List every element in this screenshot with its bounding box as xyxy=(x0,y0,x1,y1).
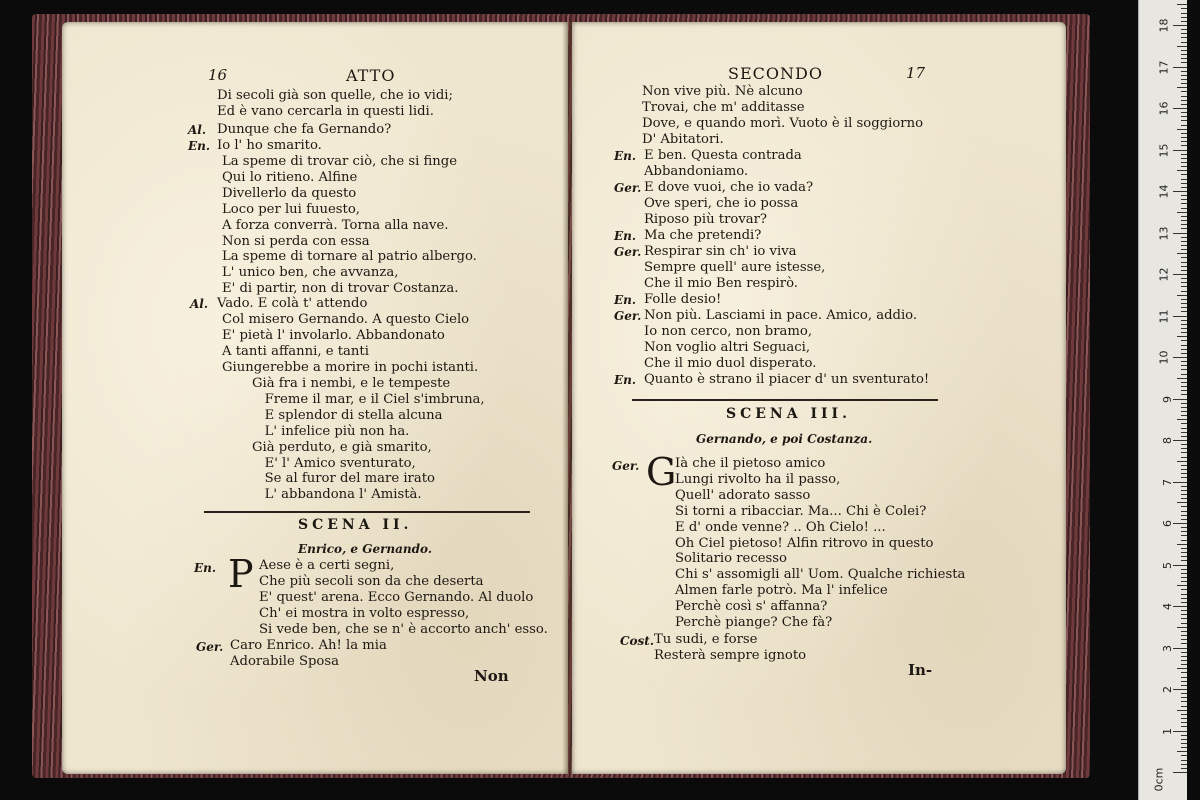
ruler-tick xyxy=(1181,556,1187,557)
ruler-tick xyxy=(1173,108,1187,109)
ruler-tick xyxy=(1177,295,1187,296)
verse-block: Respirar sin ch' io viva Sempre quell' aure istesse, Che il mio Ben respirò. xyxy=(644,244,826,291)
ruler-tick xyxy=(1173,731,1187,732)
ruler-tick xyxy=(1181,677,1187,678)
drop-cap: P xyxy=(228,552,254,596)
ruler-tick xyxy=(1181,693,1187,694)
ruler-tick xyxy=(1181,469,1187,470)
speaker-label: Ger. xyxy=(612,459,640,473)
speaker-label: Ger. xyxy=(614,181,642,195)
ruler-tick xyxy=(1181,519,1187,520)
ruler-tick xyxy=(1181,353,1187,354)
ruler-tick xyxy=(1181,411,1187,412)
ruler-tick xyxy=(1181,228,1187,229)
ruler-tick xyxy=(1181,8,1187,9)
divider-rule xyxy=(204,511,530,513)
ruler-tick xyxy=(1181,535,1187,536)
ruler-tick xyxy=(1181,216,1187,217)
ruler-tick xyxy=(1181,21,1187,22)
ruler-tick xyxy=(1181,768,1187,769)
ruler-tick xyxy=(1181,96,1187,97)
verse-block: Di secoli già son quelle, che io vidi; Ed è vano cercarla in questi lidi. xyxy=(217,88,453,119)
verse-block: E ben. Questa contrada Abbandoniamo. xyxy=(644,148,802,179)
ruler-tick xyxy=(1181,589,1187,590)
ruler-tick xyxy=(1177,710,1187,711)
ruler-tick xyxy=(1181,340,1187,341)
ruler-tick xyxy=(1181,158,1187,159)
verse-line: Vado. E colà t' attendo xyxy=(217,296,368,311)
ruler-tick xyxy=(1181,328,1187,329)
ruler-tick xyxy=(1181,643,1187,644)
ruler-tick xyxy=(1181,282,1187,283)
ruler-tick xyxy=(1181,166,1187,167)
verse-block: Non più. Lasciami in pace. Amico, addio. Io non cerco, non bramo, Non voglio altri Seguaci, Che il mio duol disperato. xyxy=(644,308,918,371)
ruler-tick xyxy=(1173,67,1187,68)
ruler-number: 6 xyxy=(1161,520,1174,527)
ruler-tick xyxy=(1181,33,1187,34)
ruler-tick xyxy=(1181,299,1187,300)
ruler-number: 9 xyxy=(1161,395,1174,403)
ruler-tick xyxy=(1181,614,1187,615)
ruler-tick xyxy=(1181,639,1187,640)
ruler-tick xyxy=(1181,444,1187,445)
ruler-tick xyxy=(1173,606,1187,607)
ruler-number: 15 xyxy=(1157,143,1171,157)
ruler-tick xyxy=(1181,75,1187,76)
ruler-tick xyxy=(1181,515,1187,516)
ruler-tick xyxy=(1181,17,1187,18)
ruler-number: 1 xyxy=(1161,727,1174,735)
speaker-label: En. xyxy=(614,293,637,307)
ruler-tick xyxy=(1177,627,1187,628)
ruler-tick xyxy=(1181,569,1187,570)
ruler-tick xyxy=(1181,415,1187,416)
ruler-tick xyxy=(1181,386,1187,387)
ruler-tick xyxy=(1177,87,1187,88)
ruler-tick xyxy=(1181,266,1187,267)
ruler-tick xyxy=(1181,112,1187,113)
speaker-label: Cost. xyxy=(620,634,655,648)
ruler-tick xyxy=(1181,257,1187,258)
ruler-tick xyxy=(1181,432,1187,433)
verse-block: Non vive più. Nè alcuno Trovai, che m' additasse Dove, e quando morì. Vuoto è il soggiorno D' Abitatori. xyxy=(642,84,924,147)
ruler-tick xyxy=(1181,137,1187,138)
ruler-tick xyxy=(1173,565,1187,566)
scene-characters: Enrico, e Gernando. xyxy=(298,542,433,556)
speaker-label: Al. xyxy=(188,123,207,137)
ruler-tick xyxy=(1181,494,1187,495)
ruler-tick xyxy=(1181,610,1187,611)
ruler-tick xyxy=(1181,382,1187,383)
page-number-left: 16 xyxy=(208,66,228,84)
ruler-tick xyxy=(1173,482,1187,483)
ruler-number: 7 xyxy=(1161,478,1174,486)
ruler-tick xyxy=(1181,652,1187,653)
ruler-tick xyxy=(1181,58,1187,59)
ruler-tick xyxy=(1181,664,1187,665)
ruler-number: 8 xyxy=(1161,437,1174,444)
ruler-tick xyxy=(1181,245,1187,246)
ruler-number: 10 xyxy=(1157,350,1171,365)
ruler-tick xyxy=(1181,548,1187,549)
ruler-tick xyxy=(1181,407,1187,408)
speaker-label: En. xyxy=(194,561,217,575)
ruler-tick xyxy=(1181,718,1187,719)
ruler-tick xyxy=(1181,697,1187,698)
ruler-number: 12 xyxy=(1157,267,1171,282)
ruler-tick xyxy=(1181,79,1187,80)
ruler-tick xyxy=(1173,191,1187,192)
drop-cap: G xyxy=(646,450,677,494)
ruler-tick xyxy=(1181,423,1187,424)
ruler-tick xyxy=(1181,278,1187,279)
ruler-tick xyxy=(1181,262,1187,263)
ruler-tick xyxy=(1177,129,1187,130)
ruler-tick xyxy=(1181,390,1187,391)
verse-block: Caro Enrico. Ah! la mia Adorabile Sposa xyxy=(230,638,387,669)
ruler-tick xyxy=(1181,303,1187,304)
speaker-label: Ger. xyxy=(196,640,224,654)
ruler-tick xyxy=(1181,162,1187,163)
speaker-label: Ger. xyxy=(614,309,642,323)
measurement-ruler xyxy=(1138,0,1187,800)
ruler-tick xyxy=(1181,307,1187,308)
verse-block: Ià che il pietoso amico Lungi rivolto ha il passo, Quell' adorato sasso Si torni a ribacciar. Ma... Chi è Colei? E d' onde venne? .. Oh Cielo! ... Oh Ciel pietoso! Alfin ritrovo in questo Solitario recesso Chi s' assomigli all' Uom. Qualche richiesta Almen farle potrò. Ma l' infelice Perchè così s' affanna? Perchè piange? Che fà? xyxy=(675,456,966,631)
ruler-tick xyxy=(1173,274,1187,275)
ruler-number: 16 xyxy=(1157,101,1171,116)
ruler-tick xyxy=(1181,249,1187,250)
scene-characters: Gernando, e poi Costanza. xyxy=(696,432,873,446)
ruler-tick xyxy=(1181,62,1187,63)
ruler-tick xyxy=(1181,457,1187,458)
ruler-tick xyxy=(1181,465,1187,466)
verse-block: Aese è a certi segni, Che più secoli son da che deserta E' quest' arena. Ecco Gernando. Al duolo Ch' ei mostra in volto espresso, Si vede ben, che se n' è accorto anch' esso. xyxy=(259,558,548,637)
ruler-tick xyxy=(1181,527,1187,528)
ruler-number: 17 xyxy=(1157,60,1171,74)
ruler-tick xyxy=(1181,37,1187,38)
verse-line: Quanto è strano il piacer d' un sventurato! xyxy=(644,372,930,387)
ruler-tick xyxy=(1181,477,1187,478)
ruler-tick xyxy=(1181,332,1187,333)
ruler-tick xyxy=(1173,399,1187,400)
right-page xyxy=(572,22,1066,774)
ruler-tick xyxy=(1181,747,1187,748)
ruler-tick xyxy=(1181,154,1187,155)
ruler-number: 13 xyxy=(1157,226,1171,240)
ruler-tick xyxy=(1177,668,1187,669)
ruler-tick xyxy=(1177,585,1187,586)
ruler-tick xyxy=(1177,336,1187,337)
ruler-tick xyxy=(1181,486,1187,487)
ruler-tick xyxy=(1181,540,1187,541)
ruler-tick xyxy=(1181,656,1187,657)
catchword: In- xyxy=(908,661,933,679)
ruler-tick xyxy=(1181,490,1187,491)
ruler-tick xyxy=(1173,233,1187,234)
ruler-tick xyxy=(1173,357,1187,358)
ruler-tick xyxy=(1181,208,1187,209)
ruler-tick xyxy=(1173,440,1187,441)
ruler-tick xyxy=(1173,772,1187,773)
ruler-tick xyxy=(1181,714,1187,715)
ruler-tick xyxy=(1181,623,1187,624)
verse-block: E dove vuoi, che io vada? Ove speri, che io possa Riposo più trovar? xyxy=(644,180,814,227)
ruler-tick xyxy=(1181,660,1187,661)
speaker-label: En. xyxy=(188,139,211,153)
ruler-tick xyxy=(1181,54,1187,55)
ruler-tick xyxy=(1181,116,1187,117)
ruler-number: 11 xyxy=(1157,309,1171,323)
ruler-tick xyxy=(1181,270,1187,271)
ruler-number: 18 xyxy=(1157,18,1171,33)
speaker-label: Al. xyxy=(190,297,209,311)
ruler-tick xyxy=(1181,324,1187,325)
ruler-tick xyxy=(1181,13,1187,14)
ruler-tick xyxy=(1181,133,1187,134)
ruler-tick xyxy=(1177,751,1187,752)
ruler-number: 3 xyxy=(1161,644,1174,652)
ruler-tick xyxy=(1181,241,1187,242)
ruler-tick xyxy=(1181,349,1187,350)
running-header-right: SECONDO xyxy=(728,64,823,83)
ruler-number: 14 xyxy=(1157,184,1171,199)
ruler-tick xyxy=(1181,581,1187,582)
scene-heading: SCENA III. xyxy=(726,406,851,422)
catchword: Non xyxy=(474,667,509,685)
speaker-label: En. xyxy=(614,229,637,243)
ruler-tick xyxy=(1181,361,1187,362)
ruler-tick xyxy=(1181,573,1187,574)
ruler-tick xyxy=(1181,755,1187,756)
ruler-tick xyxy=(1181,174,1187,175)
ruler-tick xyxy=(1181,473,1187,474)
ruler-tick xyxy=(1181,291,1187,292)
ruler-tick xyxy=(1181,224,1187,225)
ruler-tick xyxy=(1181,286,1187,287)
speaker-label: En. xyxy=(614,373,637,387)
speaker-label: Ger. xyxy=(614,245,642,259)
ruler-tick xyxy=(1177,46,1187,47)
ruler-tick xyxy=(1181,365,1187,366)
ruler-tick xyxy=(1177,419,1187,420)
divider-rule xyxy=(632,399,938,401)
ruler-tick xyxy=(1181,577,1187,578)
ruler-tick xyxy=(1181,452,1187,453)
ruler-tick xyxy=(1177,378,1187,379)
ruler-tick xyxy=(1181,125,1187,126)
ruler-tick xyxy=(1181,141,1187,142)
ruler-number: 4 xyxy=(1161,603,1174,610)
ruler-tick xyxy=(1181,685,1187,686)
ruler-tick xyxy=(1173,523,1187,524)
ruler-tick xyxy=(1177,212,1187,213)
ruler-tick xyxy=(1181,735,1187,736)
verse-line: Io l' ho smarito. xyxy=(217,138,322,153)
ruler-tick xyxy=(1177,461,1187,462)
aria-block: Già fra i nembi, e le tempeste Freme il mar, e il Ciel s'imbruna, E splendor di stella alcuna L' infelice più non ha. Già perduto, e già smarito, E' l' Amico sventurato, Se al furor del mare irato L' abbandona l' Amistà. xyxy=(252,376,485,503)
verse-block: Tu sudi, e forse Resterà sempre ignoto xyxy=(654,632,807,663)
ruler-tick xyxy=(1181,145,1187,146)
ruler-tick xyxy=(1181,220,1187,221)
ruler-tick xyxy=(1181,618,1187,619)
ruler-tick xyxy=(1181,29,1187,30)
verse-line: Folle desio! xyxy=(644,292,722,307)
ruler-tick xyxy=(1181,428,1187,429)
ruler-tick xyxy=(1173,25,1187,26)
verse-line: Dunque che fa Gernando? xyxy=(217,122,392,137)
ruler-tick xyxy=(1181,199,1187,200)
ruler-tick xyxy=(1181,187,1187,188)
ruler-tick xyxy=(1177,544,1187,545)
ruler-tick xyxy=(1181,345,1187,346)
ruler-tick xyxy=(1181,179,1187,180)
ruler-tick xyxy=(1181,631,1187,632)
verse-block: La speme di trovar ciò, che si finge Qui lo ritieno. Alfine Divellerlo da questo Loco per lui fuuesto, A forza converrà. Torna alla nave. Non si perda con essa La speme di tornare al patrio albergo. L' unico ben, che avvanza, E' di partir, non di trovar Costanza. xyxy=(222,154,477,297)
ruler-tick xyxy=(1181,743,1187,744)
ruler-tick xyxy=(1181,726,1187,727)
ruler-tick xyxy=(1181,672,1187,673)
ruler-tick xyxy=(1181,83,1187,84)
ruler-tick xyxy=(1181,71,1187,72)
ruler-tick xyxy=(1181,50,1187,51)
ruler-tick xyxy=(1181,42,1187,43)
ruler-tick xyxy=(1181,722,1187,723)
ruler-tick xyxy=(1181,237,1187,238)
ruler-tick xyxy=(1181,369,1187,370)
ruler-tick xyxy=(1173,316,1187,317)
ruler-tick xyxy=(1177,170,1187,171)
ruler-tick xyxy=(1181,706,1187,707)
verse-block: Col misero Gernando. A questo Cielo E' pietà l' involarlo. Abbandonato A tanti affanni, e tanti Giungerebbe a morire in pochi istanti. xyxy=(222,312,479,375)
ruler-tick xyxy=(1177,253,1187,254)
ruler-tick xyxy=(1181,498,1187,499)
ruler-tick xyxy=(1181,195,1187,196)
ruler-tick xyxy=(1181,739,1187,740)
ruler-tick xyxy=(1177,502,1187,503)
ruler-tick xyxy=(1181,448,1187,449)
ruler-tick xyxy=(1181,594,1187,595)
ruler-tick xyxy=(1181,560,1187,561)
ruler-tick xyxy=(1181,374,1187,375)
ruler-tick xyxy=(1181,511,1187,512)
ruler-unit-label: 0cm xyxy=(1152,767,1166,792)
ruler-tick xyxy=(1181,602,1187,603)
ruler-tick xyxy=(1181,552,1187,553)
scene-heading: SCENA II. xyxy=(298,517,413,533)
ruler-tick xyxy=(1181,701,1187,702)
ruler-tick xyxy=(1173,648,1187,649)
ruler-tick xyxy=(1181,320,1187,321)
ruler-number: 5 xyxy=(1161,561,1174,569)
ruler-number: 2 xyxy=(1161,686,1174,693)
speaker-label: En. xyxy=(614,149,637,163)
ruler-tick xyxy=(1181,311,1187,312)
ruler-tick xyxy=(1181,531,1187,532)
ruler-tick xyxy=(1181,120,1187,121)
verse-line: Ma che pretendi? xyxy=(644,228,762,243)
ruler-tick xyxy=(1177,4,1187,5)
ruler-tick xyxy=(1181,100,1187,101)
ruler-tick xyxy=(1181,183,1187,184)
ruler-tick xyxy=(1181,760,1187,761)
ruler-tick xyxy=(1181,436,1187,437)
ruler-tick xyxy=(1181,91,1187,92)
left-page xyxy=(62,22,568,774)
ruler-tick xyxy=(1181,598,1187,599)
ruler-tick xyxy=(1181,681,1187,682)
ruler-tick xyxy=(1181,764,1187,765)
ruler-tick xyxy=(1173,150,1187,151)
ruler-tick xyxy=(1181,104,1187,105)
ruler-tick xyxy=(1181,203,1187,204)
ruler-tick xyxy=(1173,689,1187,690)
ruler-tick xyxy=(1181,506,1187,507)
running-header-left: ATTO xyxy=(346,66,396,85)
ruler-tick xyxy=(1181,635,1187,636)
page-number-right: 17 xyxy=(906,64,926,82)
ruler-tick xyxy=(1181,394,1187,395)
ruler-tick xyxy=(1181,403,1187,404)
